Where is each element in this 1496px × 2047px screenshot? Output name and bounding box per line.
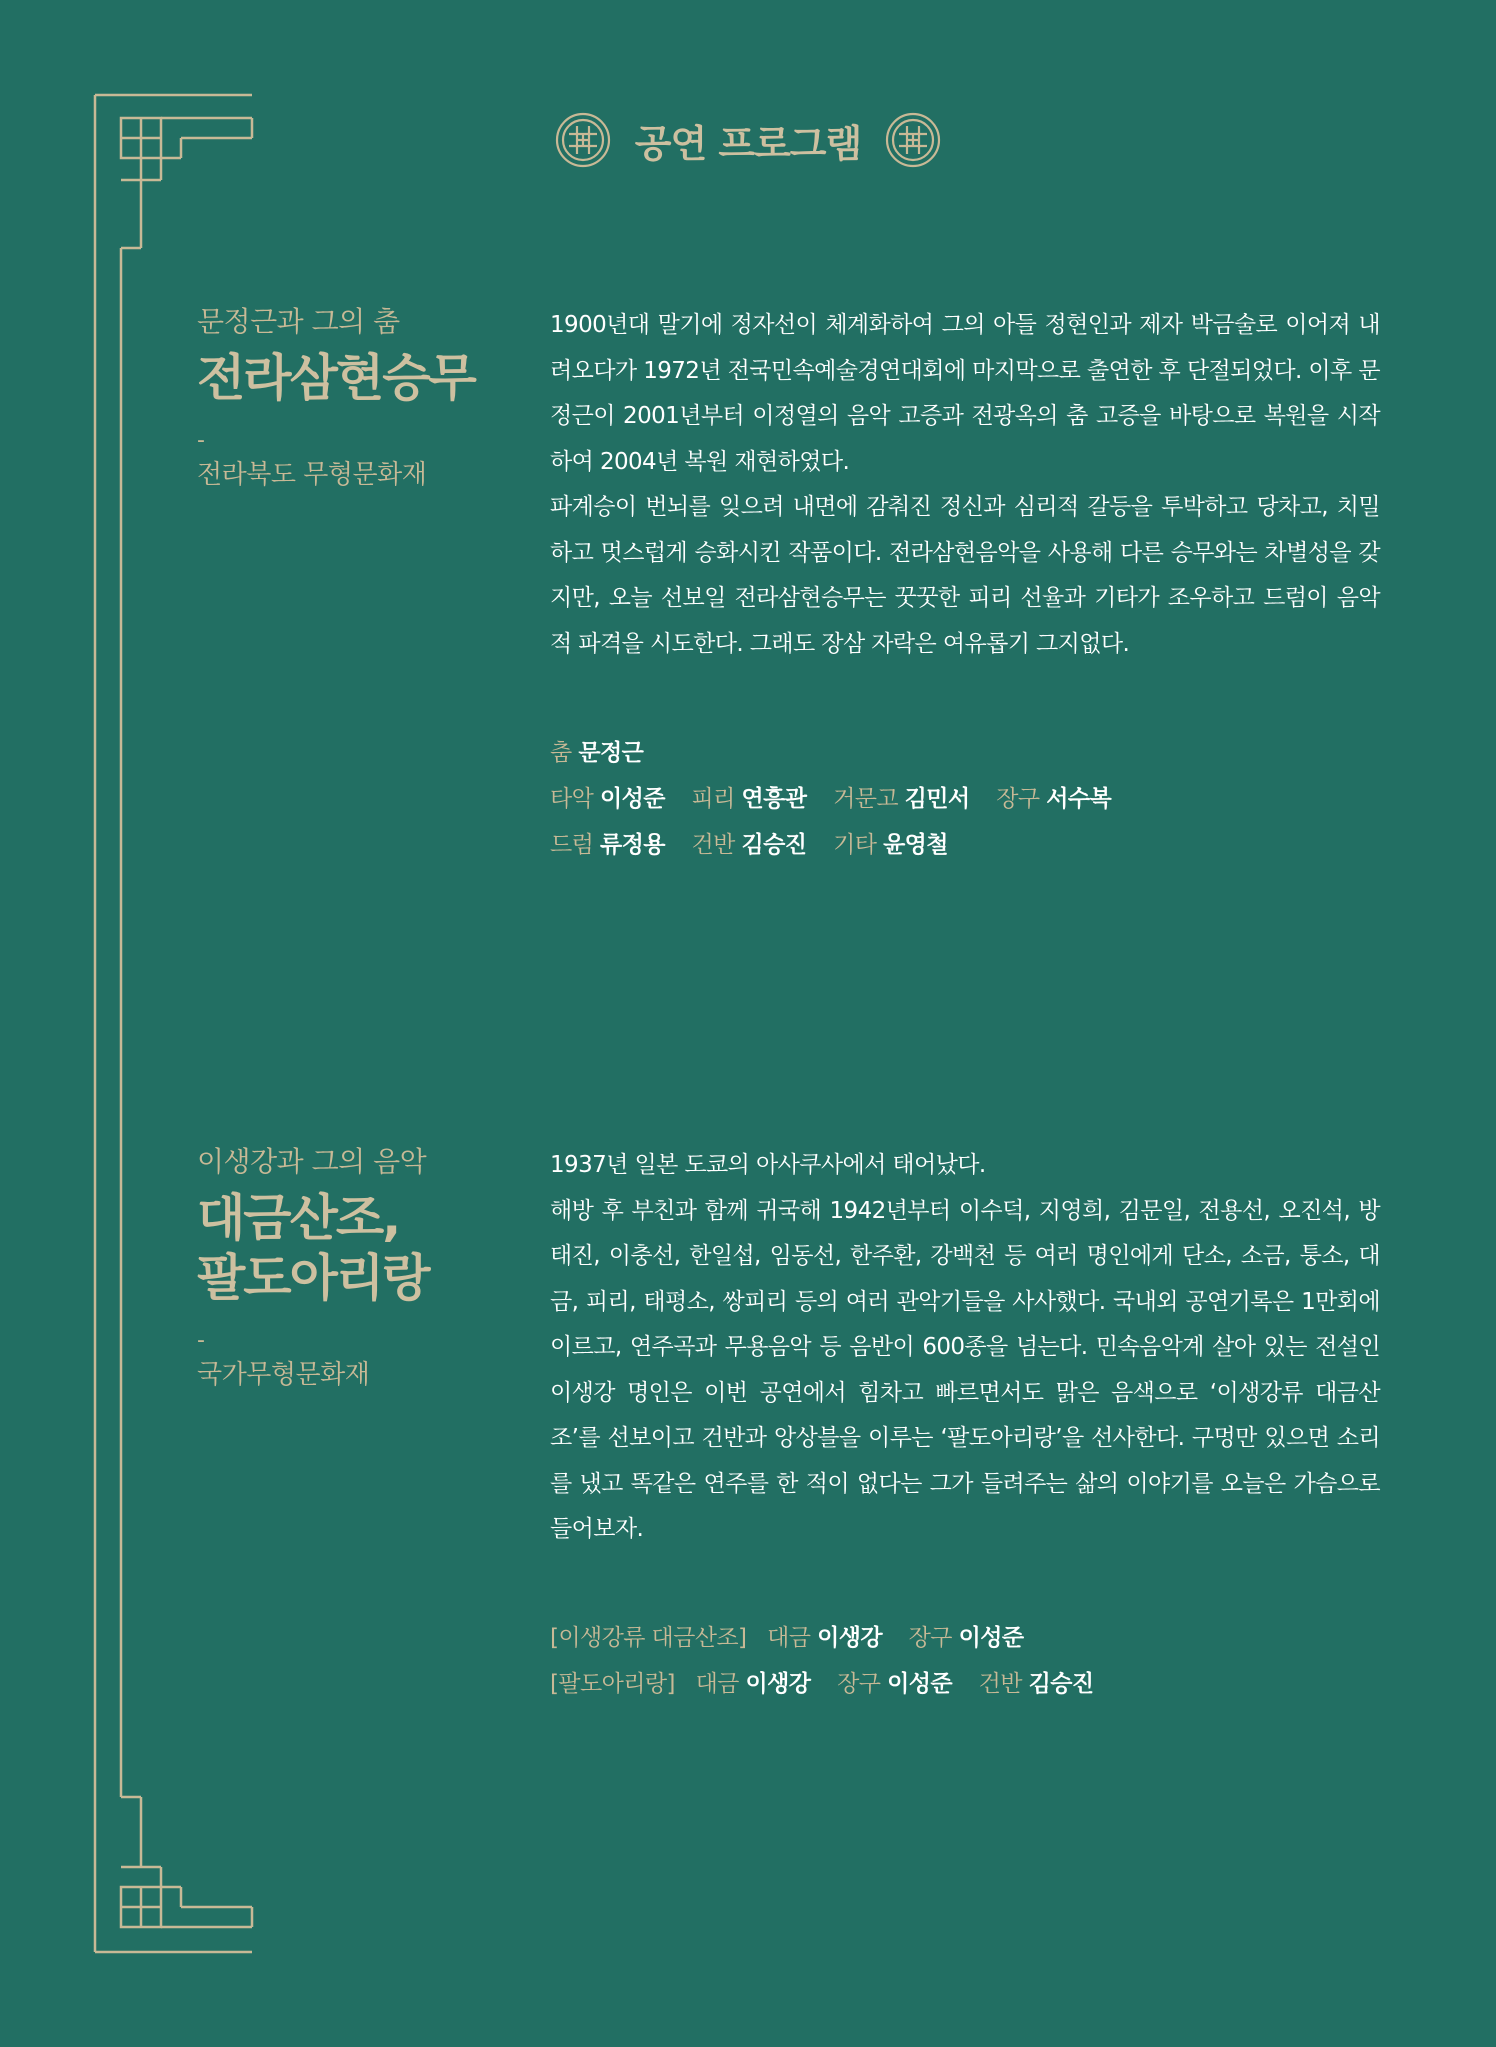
heading-dash: - xyxy=(197,1328,205,1353)
heading-dash: - xyxy=(197,428,205,453)
performer-subtitle: 문정근과 그의 춤 xyxy=(197,305,400,338)
program-title xyxy=(197,1188,527,1308)
credit-role: 대금 xyxy=(767,1625,811,1651)
piece-label: [이생강류 대금산조] xyxy=(550,1625,747,1651)
credit-role: 장구 xyxy=(996,786,1040,812)
description-paragraph: 1900년대 말기에 정자선이 체계화하여 그의 아들 정현인과 제자 박금술로 이어져 내려오다가 1972년 전국민속예술경연대회에 마지막으로 출연한 후 단절되었다. 이후 문정근이 2001년부터 이정열의 음악 고증과 전광옥의 춤 고증을 바탕으로 복원을 시작하여 2004년 복원 재현하였다. xyxy=(550,312,1380,475)
description-paragraph: 해방 후 부친과 함께 귀국해 1942년부터 이수덕, 지영희, 김문일, 전용선, 오진석, 방태진, 이충선, 한일섭, 임동선, 한주환, 강백천 등 여러 명인에게 단소, 소금, 퉁소, 대금, 피리, 태평소, 쌍피리 등의 여러 관악기들을 사사했다. 국내외 공연기록은 1만회에 이르고, 연주곡과 무용음악 등 음반이 600종을 넘는다. 민속음악계 살아 있는 전설인 이생강 명인은 이번 공연에서 힘차고 빠르면서도 맑은 음색으로 ‘이생강류 대금산조’를 선보이고 건반과 앙상블을 이루는 ‘팔도아리랑’을 선사한다. 구멍만 있으면 소리를 냈고 똑같은 연주를 한 적이 없다는 그가 들려주는 삶의 이야기를 오늘은 가슴으로 들어보자. xyxy=(550,1197,1380,1542)
program-title-line: 대금산조, xyxy=(197,1189,400,1247)
credit-name: 류정용 xyxy=(599,832,665,858)
credit-line xyxy=(550,776,1450,822)
piece-label: [팔도아리랑] xyxy=(550,1671,675,1697)
credit-role: 피리 xyxy=(691,786,735,812)
credit-name: 윤영철 xyxy=(883,832,948,858)
heritage-label: 국가무형문화재 xyxy=(197,1360,370,1390)
credit-name: 이성준 xyxy=(958,1625,1024,1651)
credit-role: 장구 xyxy=(908,1625,952,1651)
program-heading xyxy=(197,300,527,491)
credit-role: 장구 xyxy=(837,1671,881,1697)
program-title-line: 팔도아리랑 xyxy=(197,1249,429,1307)
credit-name: 문정근 xyxy=(578,740,644,766)
credit-line xyxy=(550,1661,1450,1707)
credit-line xyxy=(550,730,1450,776)
credit-role: 타악 xyxy=(550,786,594,812)
credit-name: 이성준 xyxy=(887,1671,952,1697)
credit-role: 건반 xyxy=(978,1671,1022,1697)
credit-role: 기타 xyxy=(833,832,877,858)
credits xyxy=(550,1615,1450,1707)
credit-role: 대금 xyxy=(695,1671,739,1697)
credit-name: 연흥관 xyxy=(741,786,807,812)
credit-role: 거문고 xyxy=(833,786,898,812)
program-title xyxy=(197,348,527,408)
program-title-line: 전라삼현승무 xyxy=(197,349,475,407)
credit-name: 서수복 xyxy=(1046,786,1112,812)
credit-role: 건반 xyxy=(691,832,735,858)
credit-role: 춤 xyxy=(550,740,572,766)
program-description xyxy=(550,303,1380,667)
credit-name: 김민서 xyxy=(904,786,970,812)
credit-name: 이생강 xyxy=(817,1625,882,1651)
credit-line xyxy=(550,822,1450,868)
credit-name: 김승진 xyxy=(741,832,807,858)
program-description xyxy=(550,1143,1380,1553)
description-paragraph: 파계승이 번뇌를 잊으려 내면에 감춰진 정신과 심리적 갈등을 투박하고 당차고, 치밀하고 멋스럽게 승화시킨 작품이다. 전라삼현음악을 사용해 다른 승무와는 차별성을 갖지만, 오늘 선보일 전라삼현승무는 꿋꿋한 피리 선율과 기타가 조우하고 드럼이 음악적 파격을 시도한다. 그래도 장삼 자락은 여유롭기 그지없다. xyxy=(550,494,1380,657)
page-title: 공연 프로그램 xyxy=(634,121,862,166)
page-header xyxy=(0,100,1496,180)
credit-line xyxy=(550,1615,1450,1661)
seal-ornament-icon xyxy=(555,112,611,168)
credit-name: 이성준 xyxy=(599,786,665,812)
credit-role: 드럼 xyxy=(550,832,594,858)
credit-name: 김승진 xyxy=(1028,1671,1094,1697)
heritage-label: 전라북도 무형문화재 xyxy=(197,460,427,490)
description-paragraph: 1937년 일본 도쿄의 아사쿠사에서 태어났다. xyxy=(550,1152,986,1178)
seal-ornament-icon xyxy=(885,112,941,168)
credits xyxy=(550,730,1450,868)
program-heading xyxy=(197,1140,527,1391)
credit-name: 이생강 xyxy=(745,1671,811,1697)
performer-subtitle: 이생강과 그의 음악 xyxy=(197,1145,427,1178)
